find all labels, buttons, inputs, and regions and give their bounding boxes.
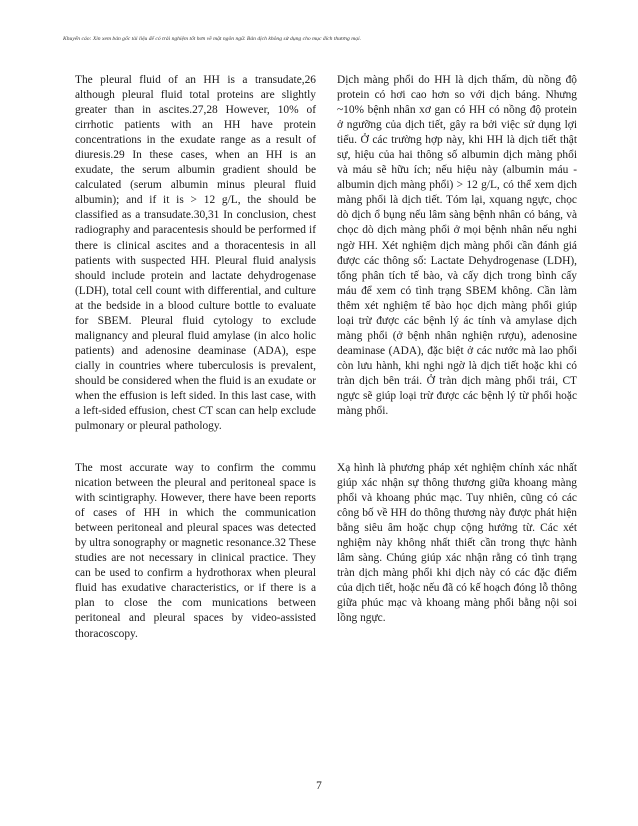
translation-disclaimer: Khuyến cáo: Xin xem bản gốc tài liệu để có trải nghiệm tốt hơn về mặt ngôn ngữ. Bản dịch không sử dụng cho mục đích thương mại. bbox=[63, 36, 362, 42]
vietnamese-paragraph-1: Dịch màng phổi do HH là dịch thấm, dù nồng độ protein có hơi cao hơn so với dịch báng. Nhưng ~10% bệnh nhân xơ gan có HH có nồng độ protein ở ngưỡng của dịch tiết, gây ra bởi việc sử dụng lợi tiểu. Ở các trường hợp này, khi HH là dịch tiết thật sự, hiệu của hai thông số albumin dịch màng phổi và máu sẽ hữu ích; nếu hiệu này (albumin máu - albumin dịch màng phổi) > 12 g/L, có thể xem dịch màng phổi là dịch tiết. Tóm lại, xquang ngực, chọc dò dịch ổ bụng nếu lâm sàng bệnh nhân có báng, và chọc dò dịch màng phổi ở mọi bệnh nhân nếu nghi ngờ HH. Xét nghiệm dịch màng phổi cần đánh giá được các thông số: Lactate Dehydrogenase (LDH), tổng phân tích tế bào, và cấy dịch trong bình cấy máu để xem có tình trạng SBEM không. Cần làm thêm xét nghiệm tế bào học dịch màng phổi giúp loại trừ được các bệnh lý ác tính và amylase dịch màng phổi (ở bệnh nhân nghiện rượu), adenosine deaminase (ADA), đặc biệt ở các nước mà lao phổi còn lưu hành, khi nghi ngờ là dịch tiết hoặc khi có tràn dịch bên trái. Ở tràn dịch màng phổi trái, CT ngực sẽ giúp loại trừ được các bệnh lý từ phổi hoặc màng phổi. bbox=[337, 74, 577, 418]
english-paragraph-2: The most accurate way to confirm the commu nication between the pleural and peritoneal space is with scintigraphy. However, there have been reports of cases of HH in which the communication between peritoneal and pleural spaces was detected by ultra sonography or magnetic resonance.32 These studies are not necessary in clinical practice. They can be used to confirm a hydrothorax when pleural fluid has exudative characteristics, or if there is a plan to close the com munications between peritoneal and pleural spaces by video-assisted thoracoscopy. bbox=[75, 462, 316, 640]
english-paragraph-1: The pleural fluid of an HH is a transudate,26 although pleural fluid total proteins are slightly greater than in ascites.27,28 However, 10% of cirrhotic patients with an HH have protein concentrations in the exudate range as a result of diuresis.29 In these cases, when an HH is an exudate, the serum albumin gradient should be calculated (serum albumin minus pleural fluid albumin); and if it is > 12 g/L, the should be classified as a transudate.30,31 In conclusion, chest radiography and paracentesis should be performed if there is clinical ascites and a thoracentesis in all patients with suspected HH. Pleural fluid analysis should include protein and lactate dehydrogenase (LDH), total cell count with differential, and culture at the bedside in a blood culture bottle to evaluate for SBEM. Pleural fluid cytology to exclude malignancy and pleural fluid amylase (in alco holic patients) and adenosine deaminase (ADA), espe cially in countries where tuberculosis is prevalent, should be considered when the fluid is an exudate or when the effusion is left sided. In this last case, with a left-sided effusion, chest CT scan can help exclude pulmonary or pleural pathology. bbox=[75, 74, 316, 433]
page-number: 7 bbox=[316, 780, 322, 792]
vietnamese-paragraph-2: Xạ hình là phương pháp xét nghiệm chính xác nhất giúp xác nhận sự thông thương giữa khoang màng phổi và khoang phúc mạc. Tuy nhiên, cũng có các công bố về HH do thông thương này được phát hiện bằng siêu âm hoặc chụp cộng hưởng từ. Các xét nghiệm này không nhất thiết cần trong thực hành lâm sàng. Chúng giúp xác nhận rằng có tình trạng tràn dịch màng phổi khi dịch này có các đặc điểm của dịch tiết, hoặc nếu đã có kế hoạch đóng lỗ thông giữa phúc mạc và khoang màng phổi bằng nội soi lồng ngực. bbox=[337, 462, 577, 625]
